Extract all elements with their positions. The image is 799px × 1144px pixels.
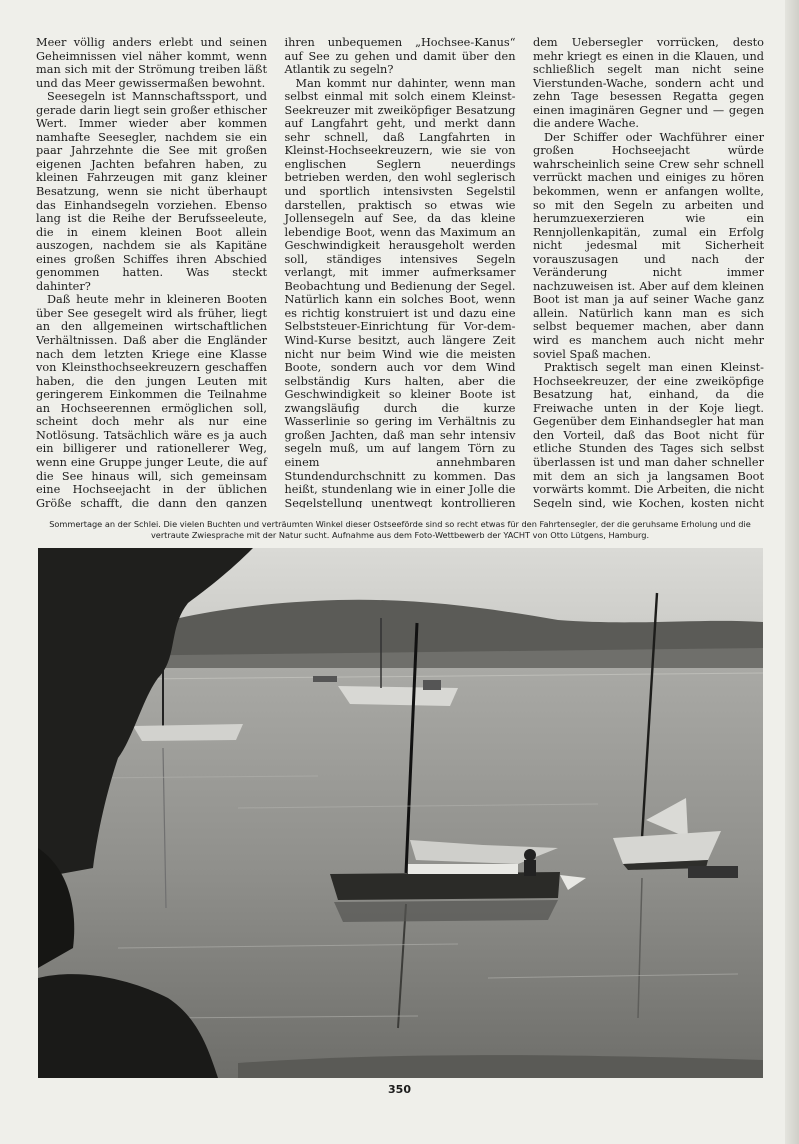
paragraph: dem Uebersegler vorrücken, desto mehr kriegt es einen in die Klauen, und schließlich segelt man nicht seine Vierstunden-Wache, sondern acht und zehn Tage besessen Regatta gegen einen imaginären Gegner und — gegen die andere Wache. (533, 36, 764, 131)
page-number: 350 (388, 1083, 411, 1096)
paragraph: Seesegeln ist Mannschaftssport, und gerade darin liegt sein großer ethischer Wert. Immer wieder aber kommen namhafte Seesegler, nachdem sie ein paar Jahrzehnte die See mit großen eigenen Jachten befahren haben, zu kleinen Fahrzeugen mit ganz kleiner Besatzung, wenn sie nicht überhaupt das Einhandsegeln vorziehen. Ebenso lang ist die Reihe der Berufsseeleute, die in einem kleinen Boot allein auszogen, nachdem sie als Kapitäne eines großen Schiffes ihren Abschied genommen hatten. Was steckt dahinter? (36, 90, 267, 293)
photo-caption: Sommertage an der Schlei. Die vielen Buchten und verträumten Winkel dieser Ostseeförde sind so recht etwas für den Fahrtensegler, der die geruhsame Erholung und die vertraute Zwiesprache mit der Natur sucht. Aufnahme aus dem Foto-Wettbewerb der YACHT von Otto Lütgens, Hamburg. (49, 519, 751, 540)
paragraph: Meer völlig anders erlebt und seinen Geheimnissen viel näher kommt, wenn man sich mit der Strömung treiben läßt und das Meer gewissermaßen bewohnt. (36, 36, 267, 90)
text-column-1 (36, 36, 267, 508)
page-edge (785, 0, 799, 1144)
paragraph: Der Schiffer oder Wachführer einer großen Hochseejacht würde wahrscheinlich seine Crew sehr schnell verrückt machen und einiges zu hören bekommen, wenn er anfangen wollte, so mit den Segeln zu arbeiten und herumzuexerzieren wie ein Rennjollenkapitän, zumal ein Erfolg nicht jedesmal mit Sicherheit vorauszusagen und nach der Veränderung nicht immer nachzuweisen ist. Aber auf dem kleinen Boot ist man ja auf seiner Wache ganz allein. Natürlich kann man es sich selbst bequemer machen, aber dann wird es manchem auch nicht mehr soviel Spaß machen. (533, 130, 764, 361)
paragraph: Man kommt nur dahinter, wenn man selbst einmal mit solch einem Kleinst-Seekreuzer mit zweiköpfiger Besatzung auf Langfahrt geht, und merkt dann sehr schnell, daß Langfahrten in Kleinst-Hochseekreuzern, wie sie von englischen Seglern neuerdings betrieben werden, den wohl seglerisch und sportlich intensivsten Segelstil darstellen, praktisch so etwas wie Jollensegeln auf See, da das kleine lebendige Boot, wenn das Maximum an Geschwindigkeit herausgeholt werden soll, ständiges intensives Segeln verlangt, mit immer aufmerksamer Beobachtung und Bedienung der Segel. Natürlich kann ein solches Boot, wenn es richtig konstruiert ist und dazu eine Selbststeuer-Einrichtung für Vor-dem-Wind-Kurse besitzt, auch längere Zeit nicht nur beim Wind wie die meisten Boote, sondern auch vor dem Wind selbständig Kurs halten, aber die Geschwindigkeit so kleiner Boote ist zwangsläufig durch die kurze Wasserlinie so gering im Verhältnis zu großen Jachten, daß man sehr intensiv segeln muß, um auf langem Törn zu einem annehmbaren Stundendurchschnitt zu kommen. Das heißt, stundenlang wie in einer Jolle die Segelstellung unentwegt kontrollieren (284, 76, 516, 508)
photo-sailboats-schlei (38, 548, 763, 1078)
text-column-2 (285, 36, 516, 508)
paragraph: Daß heute mehr in kleineren Booten über See gesegelt wird als früher, liegt an den allgemeinen wirtschaftlichen Verhältnissen. Daß aber die Engländer nach dem letzten Kriege eine Klasse von Kleinsthochseekreuzern geschaffen haben, die den jungen Leuten mit geringerem Einkommen die Teilnahme an Hochseerennen ermöglichen soll, scheint doch mehr als nur eine Notlösung. Tatsächlich wäre es ja auch ein billigerer und rationellerer Weg, wenn eine Gruppe junger Leute, die auf die See hinaus will, sich gemeinsam eine Hochseejacht in der üblichen Größe schafft, die dann den ganzen (36, 293, 267, 508)
text-column-3 (533, 36, 764, 508)
paragraph: Praktisch segelt man einen Kleinst-Hochseekreuzer, der eine zweiköpfige Besatzung hat, einhand, da die Freiwache unten in der Koje liegt. Gegenüber dem Einhandsegler hat man den Vorteil, daß das Boot nicht für etliche Stunden des Tages sich selbst überlassen ist und man daher schneller mit dem an sich ja langsamen Boot vorwärts kommt. Die Arbeiten, die nicht Segeln sind, wie Kochen, kosten nicht (533, 361, 764, 508)
paragraph: ihren unbequemen „Hochsee-Kanus“ auf See zu gehen und damit über den Atlantik zu segeln? (284, 36, 516, 77)
article-body (36, 36, 764, 508)
